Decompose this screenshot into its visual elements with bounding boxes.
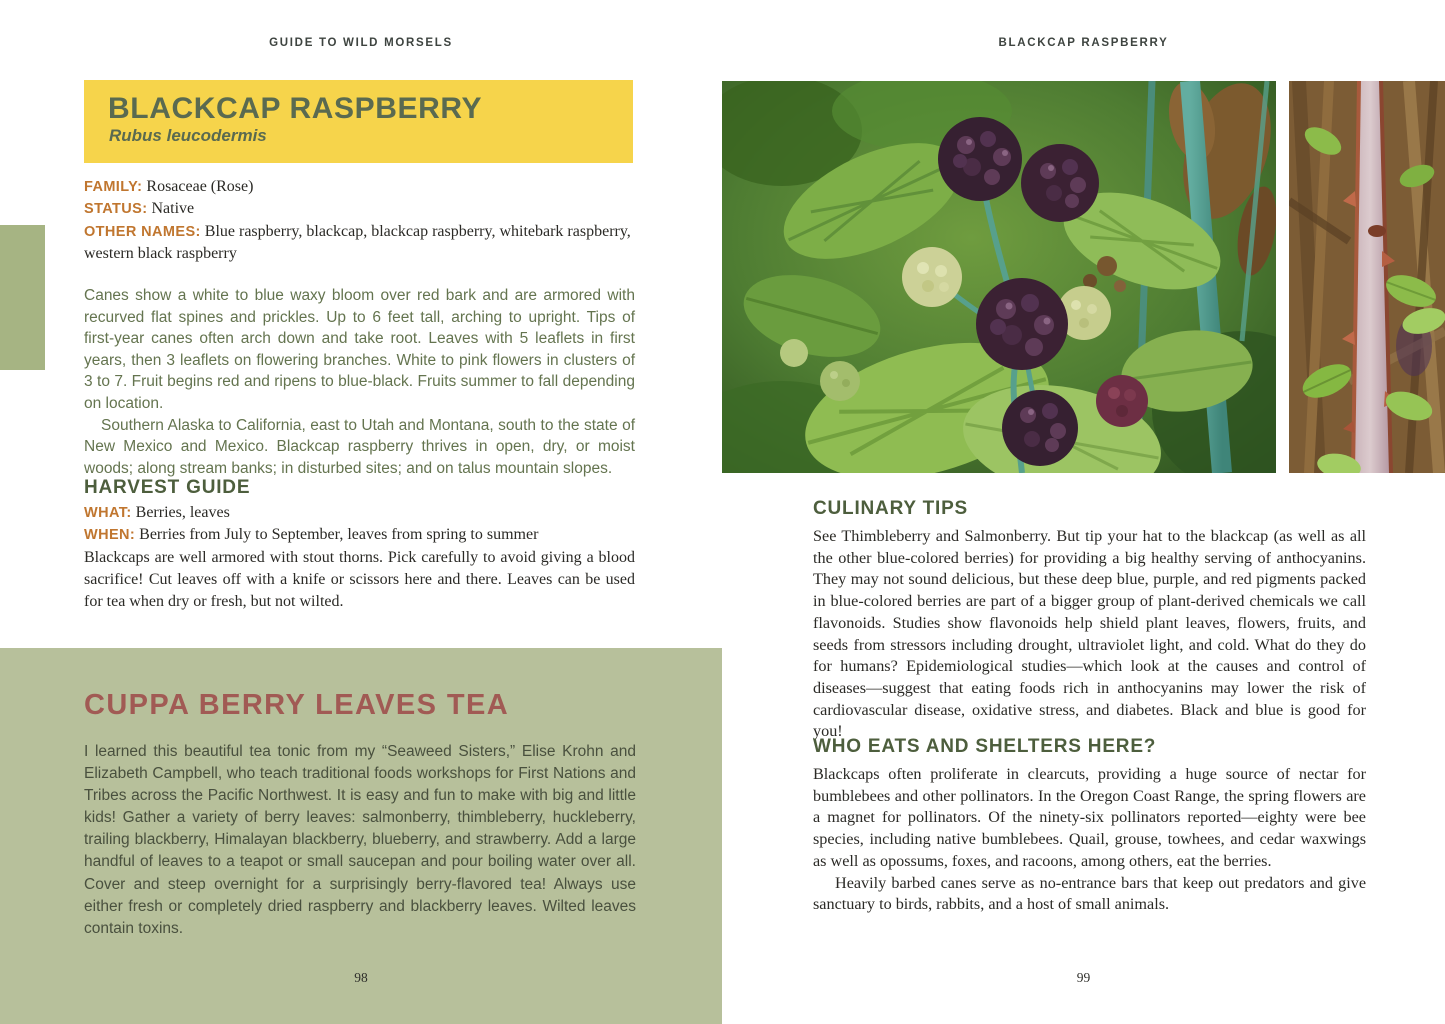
chapter-edge-tab (0, 225, 45, 370)
who-eats-section (813, 736, 1366, 916)
page-number-right: 99 (1076, 970, 1091, 985)
what-value: Berries, leaves (135, 504, 230, 521)
what-line (84, 502, 635, 524)
family-value: Rosaceae (Rose) (146, 178, 254, 195)
who-eats-paragraph-2: Heavily barbed canes serve as no-entrance bars that keep out predators and give sanctuary to birds, rabbits, and a host of small animals. (813, 873, 1366, 914)
other-names-line (84, 221, 635, 266)
status-label: STATUS: (84, 201, 148, 218)
when-line (84, 524, 635, 546)
tea-recipe-body: I learned this beautiful tea tonic from my “Seaweed Sisters,” Elise Krohn and Elizabeth Campbell, who teach traditional foods workshops for First Nations and Tribes across the Pacific Northwest. It is easy and fun to make with big and little kids! Gather a variety of berry leaves: salmonberry, thimbleberry, huckleberry, trailing blackberry, Himalayan blackberry, blueberry, and strawberry. Add a large handful of leaves to a teapot or small saucepan and pour boiling water over all. Cover and steep overnight for a surprisingly berry-flavored tea! Always use either fresh or completely dried raspberry and blackberry leaves. Wilted leaves contain toxins. (84, 743, 636, 937)
harvest-guide-heading: HARVEST GUIDE (84, 477, 251, 498)
when-label: WHEN: (84, 527, 136, 544)
family-line (84, 176, 635, 198)
description-paragraph-2: Southern Alaska to California, east to Utah and Montana, south to the state of New Mexico and Mexico. Blackcap raspberry thrives in open, dry, or moist woods; along stream banks; in disturbed sites; and on talus mountain slopes. (84, 416, 635, 477)
what-label: WHAT: (84, 505, 132, 521)
running-head-left: GUIDE TO WILD MORSELS (269, 37, 453, 49)
culinary-tips-section (813, 498, 1366, 743)
page-number-left: 98 (354, 970, 368, 985)
cane-photo-illustration (1289, 81, 1445, 473)
culinary-tips-heading: CULINARY TIPS (813, 498, 969, 519)
other-names-label: OTHER NAMES: (84, 223, 201, 240)
family-label: FAMILY: (84, 179, 143, 195)
page-title: BLACKCAP RASPBERRY (108, 92, 483, 125)
berries-photo (722, 81, 1276, 473)
status-value: Native (151, 200, 195, 218)
who-eats-heading: WHO EATS AND SHELTERS HERE? (813, 736, 1157, 757)
status-line (84, 198, 635, 220)
when-value: Berries from July to September, leaves from spring to summer (139, 526, 539, 544)
berries-photo-illustration (722, 81, 1276, 473)
tea-recipe-panel (0, 648, 722, 1024)
harvest-guide-block (84, 502, 635, 613)
other-names-value: Blue raspberry, blackcap, blackcap raspberry, whitebark raspberry, western black raspberry (84, 222, 631, 262)
latin-name: Rubus leucodermis (109, 126, 267, 145)
species-info-block (84, 176, 635, 265)
description-paragraph-1: Canes show a white to blue waxy bloom over red bark and are armored with recurved flat spines and prickles. Up to 6 feet tall, arching to upright. Tips of first-year canes often arch down and take root. Leaves with 5 leaflets in first years, then 3 leaflets on flowering branches. White to pink flowers in clusters of 3 to 7. Fruit begins red and ripens to blue-black. Fruits summer to fall depending on location. (84, 287, 635, 412)
cane-photo (1289, 81, 1445, 473)
harvest-note: Blackcaps are well armored with stout thorns. Pick carefully to avoid giving a blood sacrifice! Cut leaves off with a knife or scissors here and there. Leaves can be used for tea when dry or fresh, but not wilted. (84, 548, 635, 611)
species-title-box (84, 80, 633, 163)
culinary-tips-body: See Thimbleberry and Salmonberry. But tip your hat to the blackcap (as well as all the other blue-colored berries) for providing a big healthy serving of anthocyanins. They may not sound delicious, but these deep blue, purple, and red pigments packed in blue-colored berries are part of a bigger group of plant-derived chemicals we call flavonoids. Studies show flavonoids help shield plant leaves, flowers, fruits, and seeds from stressors including drought, ultraviolet light, and cold. What do they do for humans? Epidemiological studies—which look at the causes and control of diseases—suggest that eating foods rich in anthocyanins may lower the risk of cardiovascular disease, oxidative stress, and diabetes. Black and blue is good for you! (813, 527, 1366, 741)
who-eats-paragraph-1: Blackcaps often proliferate in clearcuts, providing a huge source of nectar for bumblebees and other pollinators. In the Oregon Coast Range, the spring flowers are a magnet for pollinators. Of the ninety-six pollinators reported—eighty were bee species, including native bumblebees. Quail, grouse, towhees, and cedar waxwings as well as opossums, foxes, and racoons, among others, eat the berries. (813, 765, 1366, 870)
tea-recipe-heading: CUPPA BERRY LEAVES TEA (84, 689, 510, 721)
running-head-right: BLACKCAP RASPBERRY (998, 37, 1169, 49)
species-description (84, 285, 635, 479)
